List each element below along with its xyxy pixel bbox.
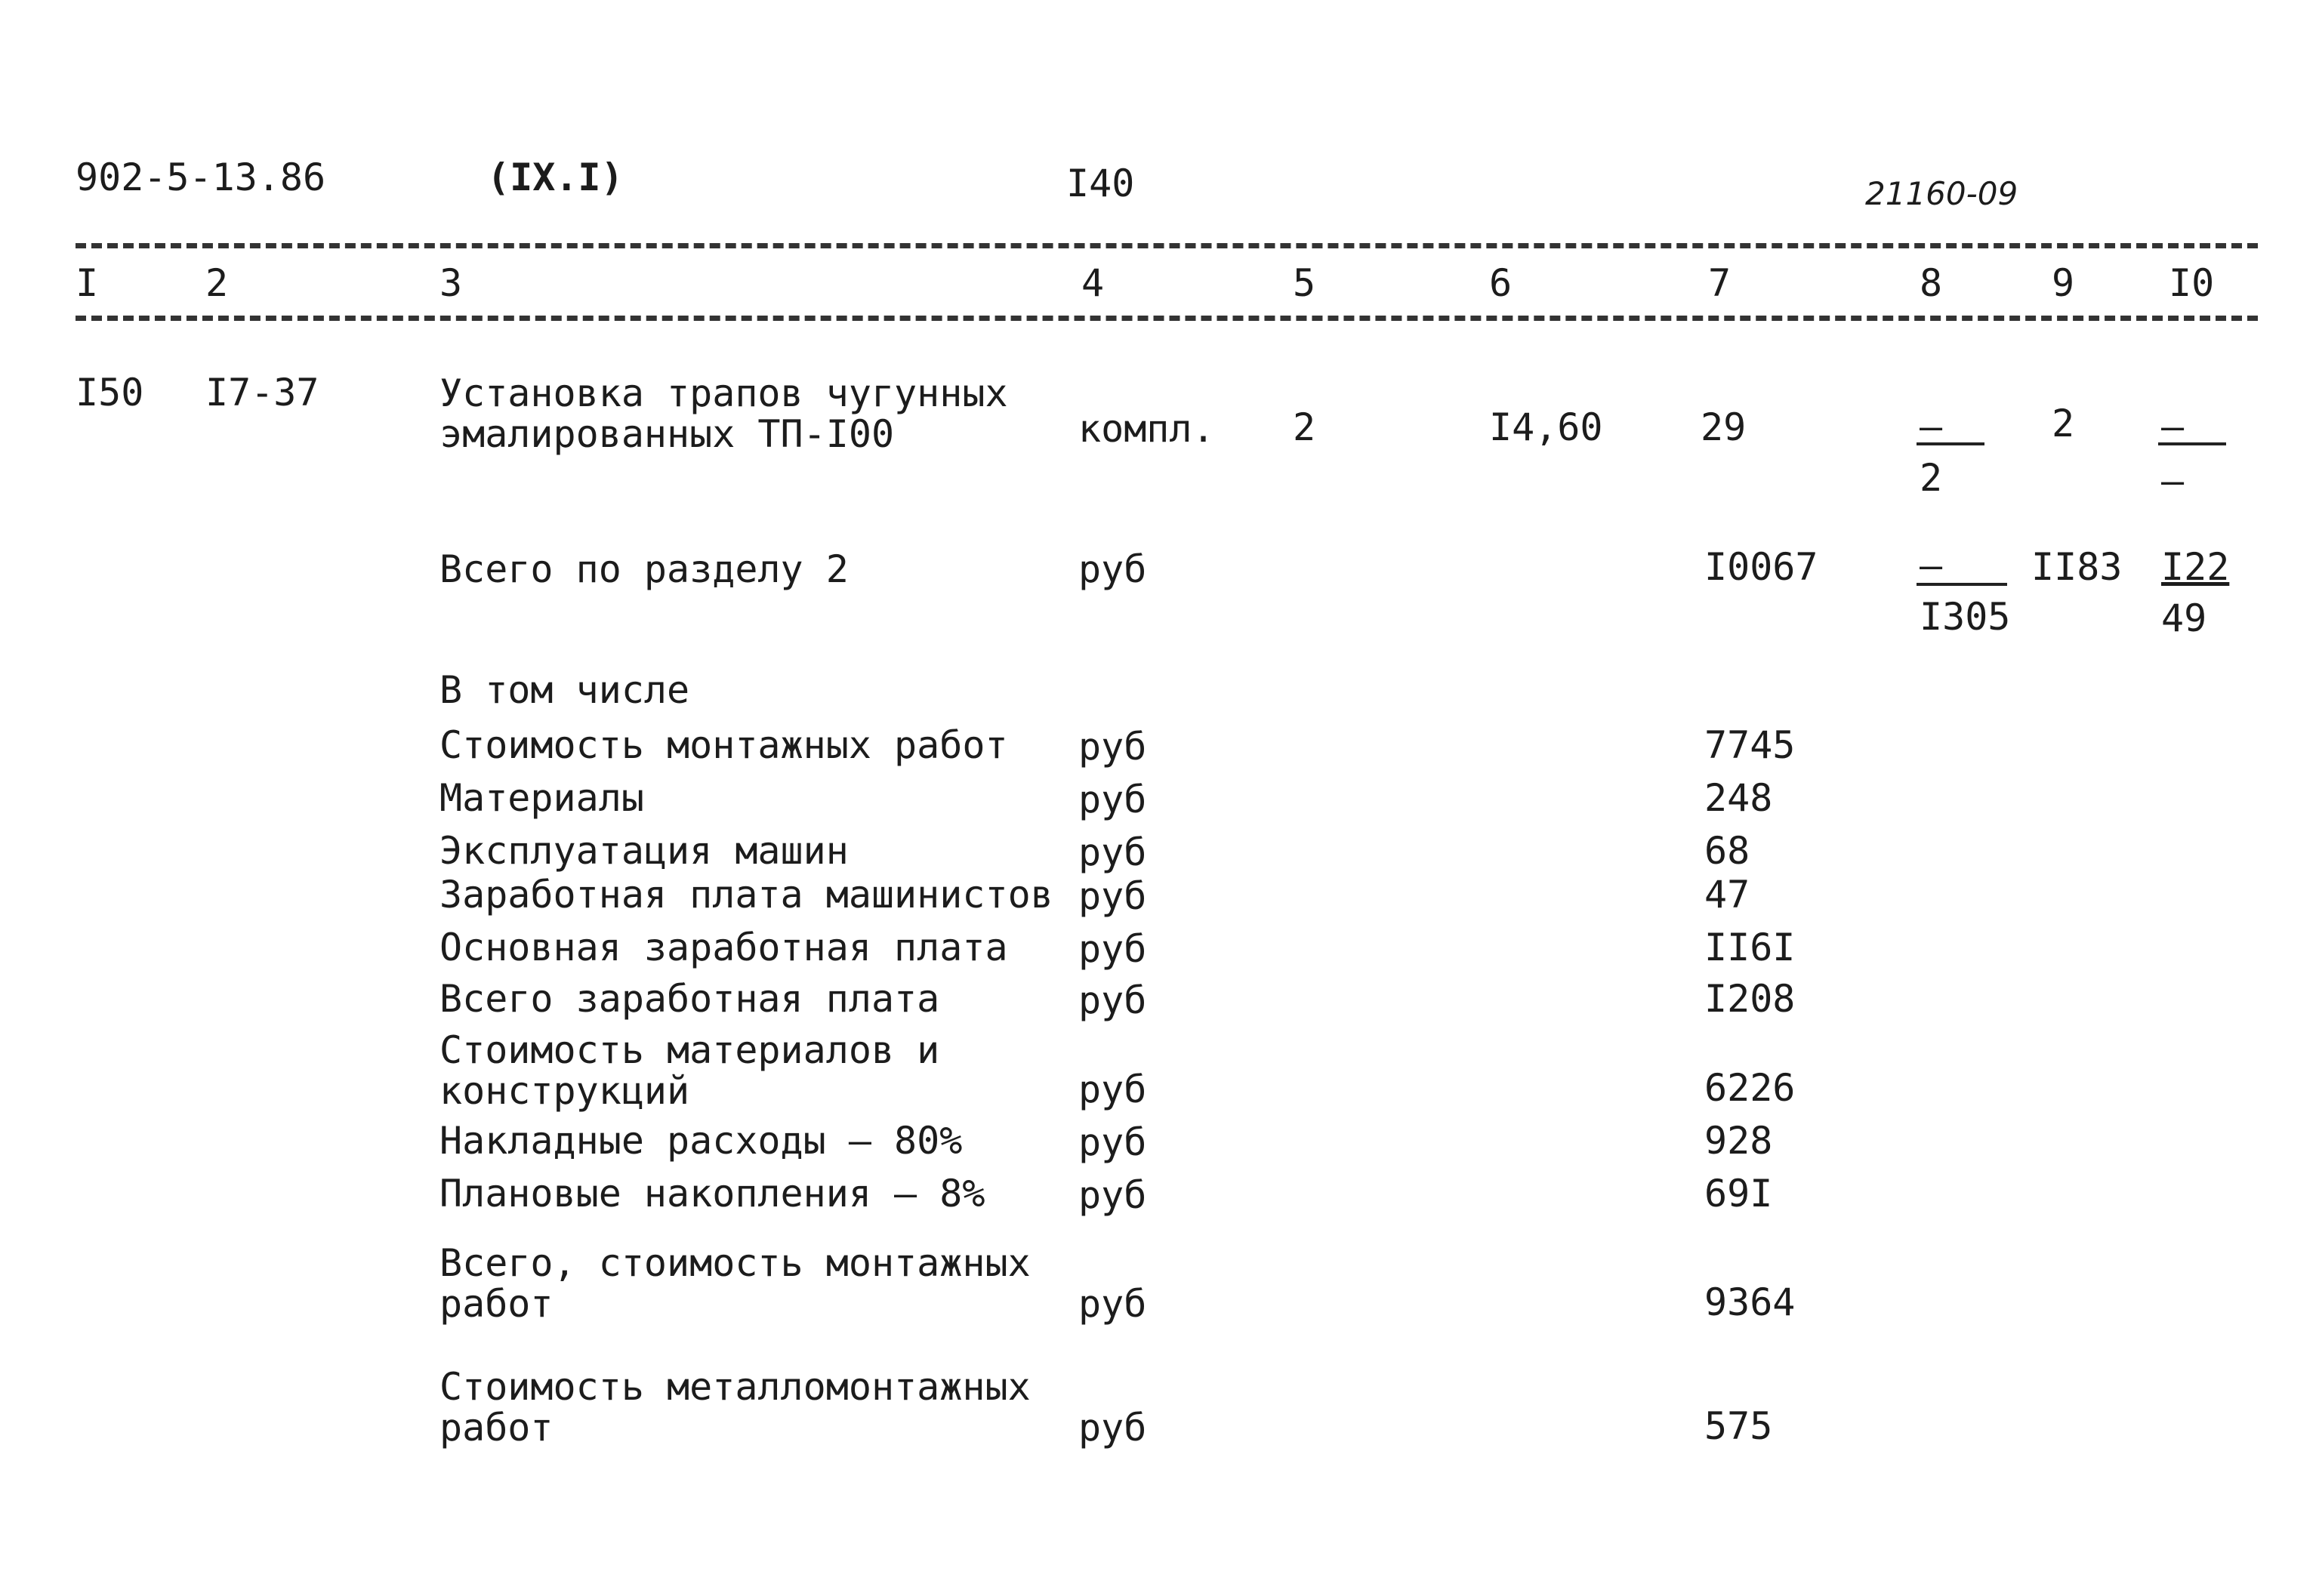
page-number: I40 — [1066, 162, 1135, 205]
column-header-3: 3 — [439, 261, 463, 305]
breakdown-label: Плановые накопления – 8% — [439, 1172, 985, 1215]
item-col9: 2 — [2052, 402, 2075, 445]
item-unit: компл. — [1078, 407, 1215, 451]
breakdown-label: Стоимость монтажных работ — [439, 723, 1008, 767]
breakdown-unit: руб — [1078, 978, 1147, 1022]
breakdown-value: 248 — [1704, 776, 1773, 820]
breakdown-value: 575 — [1704, 1404, 1773, 1448]
item-col8-bottom: 2 — [1920, 456, 1943, 500]
column-header-7: 7 — [1708, 261, 1732, 305]
section-total-label: Всего по разделу 2 — [439, 547, 849, 591]
breakdown-label: Всего, стоимость монтажных работ — [439, 1241, 1031, 1326]
breakdown-unit: руб — [1078, 830, 1147, 874]
breakdown-value: 69I — [1704, 1172, 1773, 1215]
breakdown-label: Накладные расходы – 80% — [439, 1119, 963, 1163]
breakdown-label: Заработная плата машинистов — [439, 873, 1053, 917]
column-header-6: 6 — [1489, 261, 1513, 305]
breakdown-value: 6226 — [1704, 1066, 1796, 1110]
section-total-value: I0067 — [1704, 545, 1818, 589]
breakdown-value: 928 — [1704, 1119, 1773, 1163]
section-number: (IX.I) — [487, 156, 624, 199]
including-label: В том числе — [439, 668, 690, 712]
section-total-unit: руб — [1078, 547, 1147, 591]
bottom-dashed-rule — [76, 316, 2258, 321]
section-total-col10-top: I22 — [2161, 545, 2230, 589]
breakdown-label: Эксплуатация машин — [439, 829, 849, 873]
breakdown-label: Материалы — [439, 776, 644, 820]
column-header-8: 8 — [1920, 261, 1943, 305]
item-name: Установка трапов чугунных эмалированных ТП-I00 — [439, 371, 1008, 456]
breakdown-value: 47 — [1704, 873, 1750, 917]
breakdown-label: Всего заработная плата — [439, 977, 940, 1021]
item-number: I50 — [76, 371, 144, 414]
fraction-line — [2158, 442, 2226, 445]
breakdown-unit: руб — [1078, 1406, 1147, 1450]
breakdown-value: 7745 — [1704, 723, 1796, 767]
breakdown-unit: руб — [1078, 1173, 1147, 1217]
breakdown-unit: руб — [1078, 927, 1147, 971]
breakdown-unit: руб — [1078, 1282, 1147, 1326]
column-header-10: I0 — [2169, 261, 2215, 305]
breakdown-unit: руб — [1078, 1068, 1147, 1111]
column-header-2: 2 — [205, 261, 229, 305]
document-code: 902-5-13.86 — [76, 156, 326, 199]
item-code: I7-37 — [205, 371, 319, 414]
breakdown-value: 9364 — [1704, 1280, 1796, 1324]
item-quantity: 2 — [1293, 405, 1316, 449]
breakdown-value: 68 — [1704, 829, 1750, 873]
column-header-9: 9 — [2052, 261, 2075, 305]
item-col10-top: – — [2161, 405, 2185, 448]
breakdown-unit: руб — [1078, 725, 1147, 769]
breakdown-unit: руб — [1078, 874, 1147, 918]
item-total: 29 — [1701, 405, 1747, 449]
breakdown-label: Стоимость материалов и конструкций — [439, 1028, 940, 1113]
item-col10-bottom: – — [2161, 459, 2185, 503]
section-total-col8-bottom: I305 — [1920, 595, 2011, 639]
breakdown-value: II6I — [1704, 926, 1796, 969]
archive-number: 21160-09 — [1865, 175, 2018, 212]
column-header-4: 4 — [1081, 261, 1105, 305]
breakdown-value: I208 — [1704, 977, 1796, 1021]
column-header-5: 5 — [1293, 261, 1316, 305]
section-total-col9: II83 — [2031, 545, 2123, 589]
breakdown-label: Стоимость металломонтажных работ — [439, 1365, 1031, 1450]
item-unit-price: I4,60 — [1489, 405, 1603, 449]
section-total-col8-top: – — [1920, 544, 1943, 587]
section-total-col10-bottom: 49 — [2161, 596, 2207, 640]
breakdown-unit: руб — [1078, 1120, 1147, 1164]
item-col8-top: – — [1920, 405, 1943, 448]
fraction-line — [1917, 583, 2007, 586]
breakdown-unit: руб — [1078, 778, 1147, 821]
breakdown-label: Основная заработная плата — [439, 926, 1008, 969]
column-header-1: I — [76, 261, 99, 305]
top-dashed-rule — [76, 243, 2258, 248]
fraction-line — [1917, 442, 1984, 445]
